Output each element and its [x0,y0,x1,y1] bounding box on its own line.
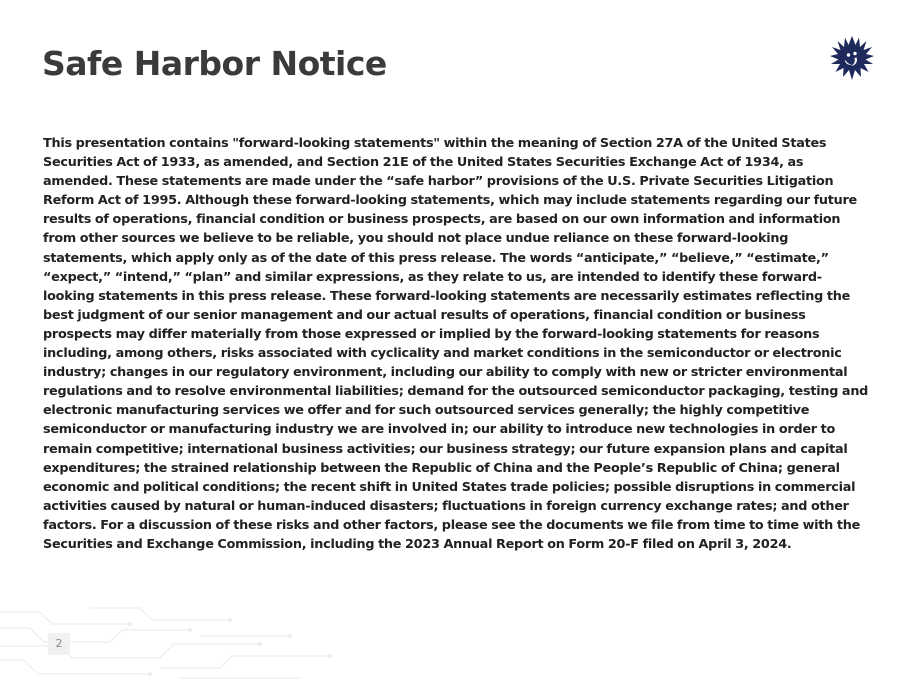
slide-title: Safe Harbor Notice [42,44,387,83]
safe-harbor-body-text: This presentation contains "forward-looking statements" within the meaning of Section 27A of the United States Securities Act of 1933, as amended, and Section 21E of the United States Securities Exchange Act of 1934, as amended. These statements are made under the “safe harbor” provisions of the U.S. Private Securities Litigation Reform Act of 1995. Although these forward-looking statements, which may include statements regarding our future results of operations, financial condition or business prospects, are based on our own information and information from other sources we believe to be reliable, you should not place undue reliance on these forward-looking statements, which apply only as of the date of this press release. The words “anticipate,” “believe,” “estimate,” “expect,” “intend,” “plan” and similar expressions, as they relate to us, are intended to identify these forward-looking statements in this press release. These forward-looking statements are necessarily estimates reflecting the best judgment of our senior management and our actual results of operations, financial condition or business prospects may differ materially from those expressed or implied by the forward-looking statements for reasons including, among others, risks associated with cyclicality and market conditions in the semiconductor or electronic industry; changes in our regulatory environment, including our ability to comply with new or stricter environmental regulations and to resolve environmental liabilities; demand for the outsourced semiconductor packaging, testing and electronic manufacturing services we offer and for such outsourced services generally; the highly competitive semiconductor or manufacturing industry we are involved in; our ability to introduce new technologies in order to remain competitive; international business activities; our business strategy; our future expansion plans and capital expenditures; the strained relationship between the Republic of China and the People’s Republic of China; general economic and political conditions; the recent shift in United States trade policies; possible disruptions in commercial activities caused by natural or human-induced disasters; fluctuations in foreign currency exchange rates; and other factors. For a discussion of these risks and other factors, please see the documents we file from time to time with the Securities and Exchange Commission, including the 2023 Annual Report on Form 20-F filed on April 3, 2024. [43,136,869,552]
sun-face-logo-icon [830,36,874,80]
page-number: 2 [48,633,70,655]
